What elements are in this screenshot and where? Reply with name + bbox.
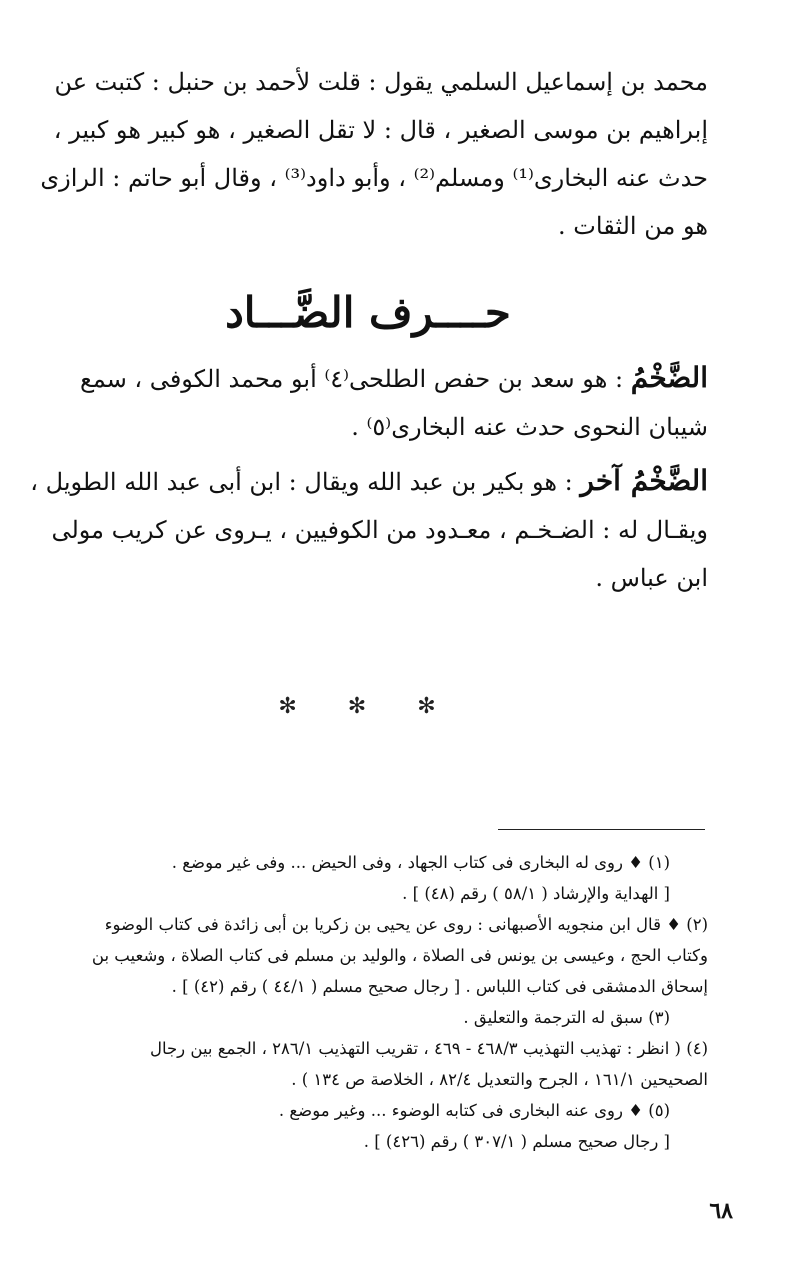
footnote-line: (٤) ( انظر : تهذيب التهذيب ٤٦٨/٣ - ٤٦٩ ، تقريب التهذيب ٢٨٦/١ ، الجمع بين رجال: [149, 1039, 708, 1058]
footnote-divider: [498, 829, 705, 830]
intro-line: محمد بن إسماعيل السلمي يقول : قلت لأحمد بن حنبل : كتبت عن: [54, 68, 708, 96]
footnote-line: وكتاب الحج ، وعيسى بن يونس فى الصلاة ، والوليد بن مسلم فى كتاب الصلاة ، وشعيب بن: [91, 946, 708, 965]
page-number: ٦٨: [709, 1198, 733, 1224]
section-separator: ✻ ✻ ✻: [278, 694, 458, 719]
entry-line: [28, 354, 708, 403]
footnote-line: [ الهداية والإرشاد ( ٥٨/١ ) رقم (٤٨) ] .: [402, 884, 670, 903]
entry: [28, 354, 708, 451]
entry-line: ابن عباس .: [595, 564, 708, 592]
section-heading: حــــرف الضَّـــاد: [225, 288, 511, 337]
footnote-line: [ رجال صحيح مسلم ( ٣٠٧/١ ) رقم (٤٢٦) ] .: [363, 1132, 670, 1151]
page-body: [28, 58, 708, 719]
intro-paragraph: [28, 58, 708, 250]
footnote-line: الصحيحين ١٦١/١ ، الجرح والتعديل ٨٢/٤ ، الخلاصة ص ١٣٤ ) .: [291, 1070, 708, 1089]
intro-line: حدث عنه البخارى⁽¹⁾ ومسلم⁽²⁾ ، وأبو داود⁽³⁾ ، وقال أبو حاتم : الرازى: [40, 164, 708, 192]
footnote-line: (١) ♦ روى له البخارى فى كتاب الجهاد ، وفى الحيض ... وفى غير موضع .: [171, 853, 670, 872]
entry-line: [28, 457, 708, 506]
footnote-line: (٣) سبق له الترجمة والتعليق .: [463, 1008, 670, 1027]
footnote-line: إسحاق الدمشقى فى كتاب اللباس . [ رجال صحيح مسلم ( ٤٤/١ ) رقم (٤٢) ] .: [171, 977, 708, 996]
entry: [28, 457, 708, 602]
footnotes: [26, 847, 708, 1157]
entry-text: : هو سعد بن حفص الطلحى⁽٤⁾ أبو محمد الكوفى ، سمع: [80, 365, 631, 393]
entry-term: الضَّخْمُ: [630, 361, 708, 394]
footnote-line: (٢) ♦ قال ابن منجويه الأصبهانى : روى عن يحيى بن زكريا بن أبى زائدة فى كتاب الوضوء: [104, 915, 708, 934]
entry-text: : هو بكير بن عبد الله ويقال : ابن أبى عبد الله الطويل ،: [30, 468, 581, 496]
entry-line: شيبان النحوى حدث عنه البخارى⁽٥⁾ .: [351, 413, 708, 441]
intro-line: هو من الثقات .: [558, 212, 708, 240]
intro-line: إبراهيم بن موسى الصغير ، قال : لا تقل الصغير ، هو كبير هو كبير ،: [53, 116, 708, 144]
entry-line: ويقـال له : الضـخـم ، معـدود من الكوفيين ، يـروى عن كريب مولى: [51, 516, 708, 544]
footnote-line: (٥) ♦ روى عنه البخارى فى كتابه الوضوء ... وغير موضع .: [278, 1101, 670, 1120]
entry-term: الضَّخْمُ آخر: [580, 464, 708, 497]
